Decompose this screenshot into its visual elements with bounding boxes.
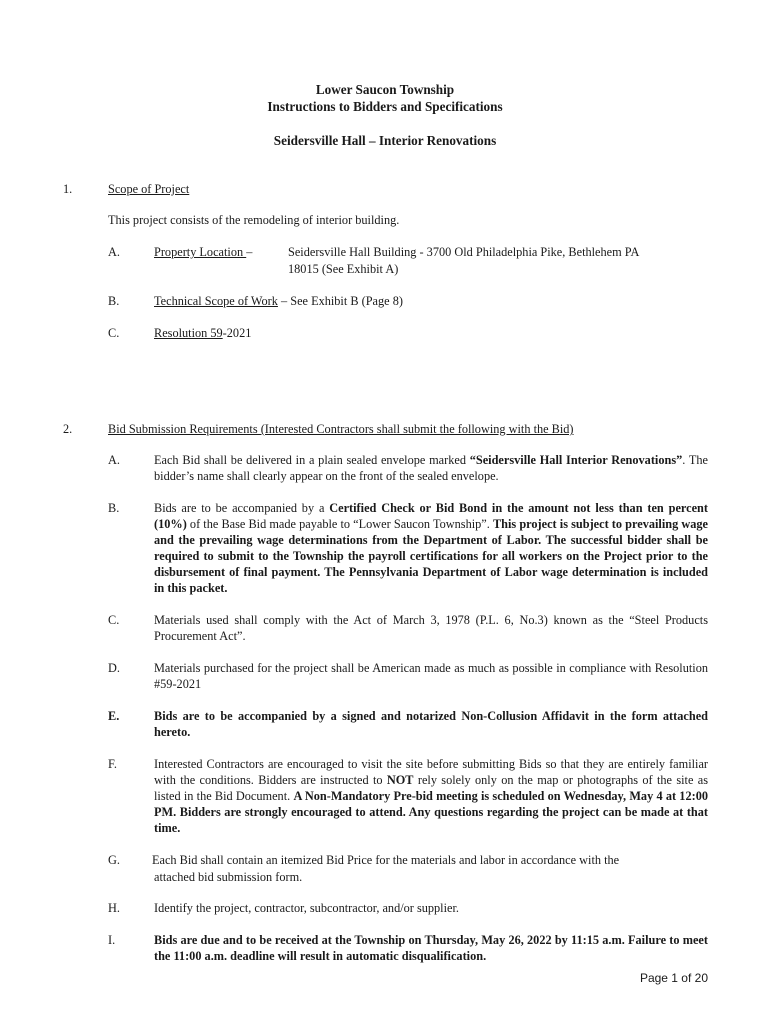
item-2g-letter: G. [108,853,120,867]
item-2a-part-2: . The bidder’s name shall clearly appear on the front of the sealed envelope. [154,453,708,483]
item-2a-letter: A. [108,453,120,467]
item-2c-letter: C. [108,613,120,627]
item-2a-text [154,452,708,484]
item-2g-line-2: attached bid submission form. [154,870,303,884]
document-subtitle: Instructions to Bidders and Specifications [267,99,503,114]
item-1b-label: Technical Scope of Work [154,294,278,308]
property-address-line-1: Seidersville Hall Building - 3700 Old Philadelphia Pike, Bethlehem PA [288,245,640,259]
item-2h-text: Identify the project, contractor, subcontractor, and/or supplier. [154,901,459,915]
section-2-number: 2. [63,422,73,436]
item-2d-letter: D. [108,661,120,675]
item-2f-text [154,756,708,836]
item-2b-letter: B. [108,501,120,515]
item-2e-text: Bids are to be accompanied by a signed and notarized Non-Collusion Affidavit in the form attached hereto. [154,709,708,739]
item-2b-part-2: of the Base Bid made payable to “Lower Saucon Township”. [186,517,493,531]
item-2f-not: NOT [386,773,414,787]
item-1a-label: Property Location [154,245,247,259]
item-2b-part-1: Bids are to be accompanied by a [154,501,330,515]
property-address-line-2: 18015 (See Exhibit A) [288,262,399,276]
item-2d-text: Materials purchased for the project shall be American made as much as possible in compliance with Resolution #59-2021 [154,661,708,691]
item-1c-label: Resolution 59 [154,326,223,340]
item-2c-text: Materials used shall comply with the Act of March 3, 1978 (P.L. 6, No.3) known as the “Steel Products Procurement Act”. [154,613,708,643]
item-2f-part-1: Interested Contractors are encouraged to visit the site before submitting Bids so that they are entirely familiar with the conditions. Bidders are instructed to [154,757,708,787]
item-1a-letter: A. [108,245,120,259]
section-1-title: Scope of Project [108,182,190,196]
item-2a-part-1: Each Bid shall be delivered in a plain sealed envelope marked [154,453,470,467]
section-1-number: 1. [63,182,73,196]
item-2f-prebid-meeting: A Non-Mandatory Pre-bid meeting is scheduled on Wednesday, May 4 at 12:00 PM. Bidders are strongly encouraged to attend. Any questions regarding the project can be made at that time. [154,789,708,835]
item-1c-text: -2021 [222,326,252,340]
item-2g-line-1: Each Bid shall contain an itemized Bid Price for the materials and labor in accordance with the [152,853,620,867]
item-2f-part-2: rely solely only on the map or photographs of the site as listed in the Bid Document. [154,773,708,803]
item-1b-text: – See Exhibit B (Page 8) [277,294,403,308]
item-1c [154,325,251,341]
item-2i-letter: I. [108,933,116,947]
item-2b-prevailing-wage: This project is subject to prevailing wage and the prevailing wage determinations from the Department of Labor. The successful bidder shall be required to submit to the Township the payroll certifications for all workers on the Project prior to the disbursement of final payment. The Pennsylvania Department of Labor wage determination is included in this packet. [154,517,709,595]
item-1b [154,293,403,309]
section-2-title: Bid Submission Requirements (Interested Contractors shall submit the following with the Bid) [108,422,574,436]
item-1b-letter: B. [108,294,120,308]
document-title: Lower Saucon Township [315,82,455,97]
project-title: Seidersville Hall – Interior Renovations [273,133,497,148]
item-2f-letter: F. [108,757,117,771]
item-2b-bond-requirement: Certified Check or Bid Bond in the amount not less than ten percent (10%) [154,501,708,531]
section-1-intro: This project consists of the remodeling of interior building. [108,213,400,227]
item-1c-letter: C. [108,326,120,340]
item-2i-text: Bids are due and to be received at the Township on Thursday, May 26, 2022 by 11:15 a.m. Failure to meet the 11:00 a.m. deadline will result in automatic disqualification. [154,933,708,963]
item-2b-text [154,500,708,596]
item-1a-dash: – [246,245,253,259]
item-2e-letter: E. [108,709,120,723]
item-2a-envelope-label: “Seidersville Hall Interior Renovations” [469,453,683,467]
page-number: Page 1 of 20 [639,971,708,985]
item-1a-label-row [154,244,252,260]
item-2h-letter: H. [108,901,120,915]
